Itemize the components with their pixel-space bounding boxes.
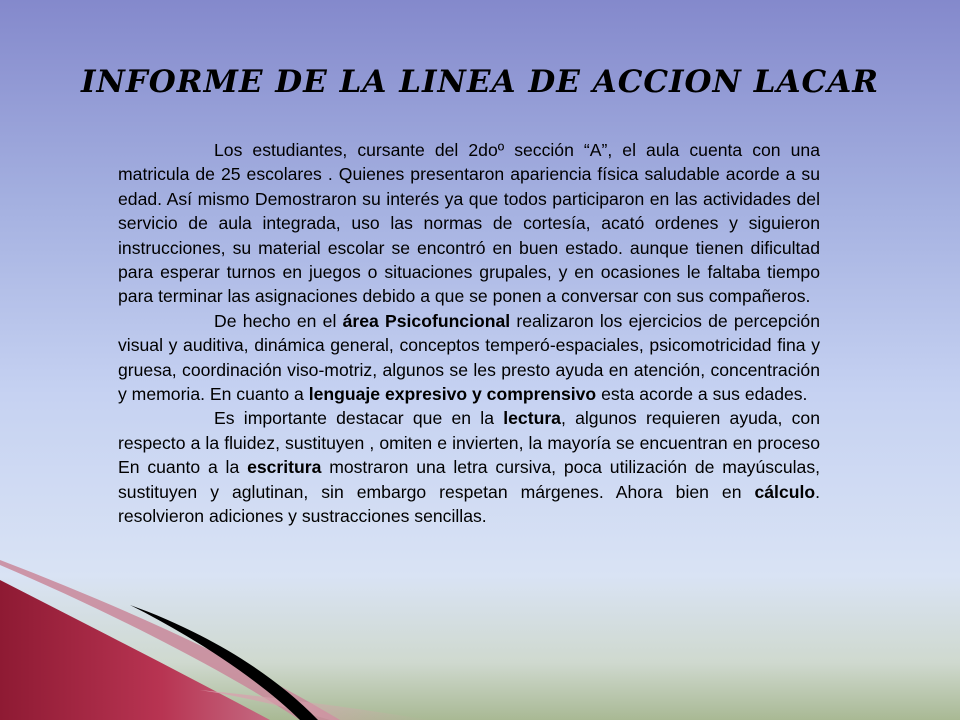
swoosh-pink — [0, 560, 340, 720]
term-lenguaje: lenguaje expresivo y comprensivo — [308, 384, 597, 405]
paragraph-2-text: De hecho en el — [214, 310, 343, 331]
paragraph-2-text: realizaron los ejercicios de percepción visual y auditiva, dinámica general, conceptos temperó-espaciales, psicomotricidad fina y gruesa, coordinación viso-motriz, algunos se les presto ayuda en atención, concentración y memoria. En cuanto a — [118, 310, 820, 405]
term-escritura: escritura — [247, 457, 322, 478]
paragraph-3-text: mostraron una letra cursiva, poca utilización de mayúsculas, sustituyen y aglutinan, sin embargo respetan márgenes. Ahora bien en — [118, 457, 820, 502]
slide-title: INFORME DE LA LINEA DE ACCION LACAR — [80, 64, 880, 100]
swoosh-black — [130, 605, 318, 720]
paragraph-1 — [118, 138, 820, 309]
term-area-psicofuncional: área Psicofuncional — [342, 310, 511, 331]
swoosh-fade — [200, 690, 430, 720]
paragraph-3 — [118, 406, 820, 528]
term-lectura: lectura — [503, 408, 561, 429]
swoosh-crimson — [0, 580, 270, 720]
paragraph-2-text: esta acorde a sus edades. — [596, 384, 808, 405]
paragraph-3-text: Es importante destacar que en la — [214, 408, 504, 429]
paragraph-3-text: . resolvieron adiciones y sustracciones sencillas. — [118, 481, 820, 527]
body-text — [118, 138, 820, 529]
paragraph-2 — [118, 309, 820, 407]
paragraph-1-text: Los estudiantes, cursante del 2doº sección “A”, el aula cuenta con una matricula de 25 escolares . Quienes presentaron apariencia física saludable acorde a su edad. Así mismo Demostraron su interés ya que todos participaron en las actividades del servicio de aula integrada, uso las normas de cortesía, acató ordenes y siguieron instrucciones, su material escolar se encontró en buen estado. aunque tienen dificultad para esperar turnos en juegos o situaciones grupales, y en ocasiones le faltaba tiempo para terminar las asignaciones debido a que se ponen a conversar con sus compañeros. — [118, 140, 820, 307]
paragraph-3-text: , algunos requieren ayuda, con respecto a la fluidez, sustituyen , omiten e invierten, la mayoría se encuentran en proceso En cuanto a la — [118, 408, 820, 478]
term-calculo: cálculo — [754, 481, 816, 502]
